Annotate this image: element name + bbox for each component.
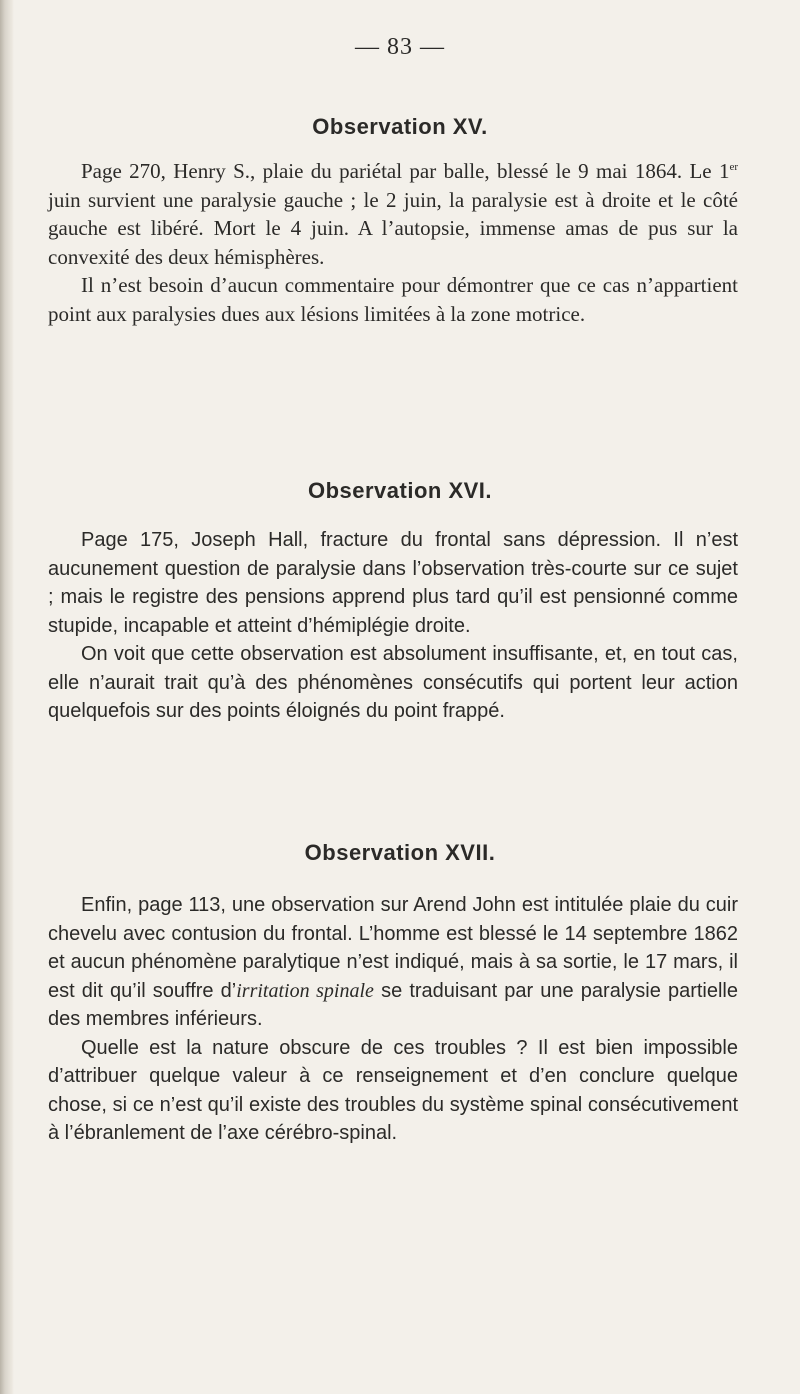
observation-xvi-paragraph-2: On voit que cette observation est absolument insuffisante, et, en tout cas, elle n’aurait trait qu’à des phénomènes consécutifs qui portent leur action quelquefois sur des points éloignés du point frappé. [48, 643, 738, 722]
paragraph-text: Page 270, Henry S., plaie du pariétal par balle, blessé le 9 mai 1864. Le 1 [81, 159, 730, 183]
italic-term: irritation spinale [236, 979, 374, 1002]
observation-xv-heading: Observation XV. [312, 114, 488, 139]
observation-xv-body [48, 157, 738, 328]
observation-xvii-paragraph-2: Quelle est la nature obscure de ces troubles ? Il est bien impossible d’attribuer quelque valeur à ce renseignement et d’en conclure quelque chose, si ce n’est qu’il existe des troubles du système spinal consécutivement à l’ébranlement de l’axe cérébro-spinal. [48, 1036, 738, 1144]
superscript-er: er [729, 161, 738, 173]
observation-xv-paragraph-2: Il n’est besoin d’aucun commentaire pour démontrer que ce cas n’appartient point aux paralysies dues aux lésions limitées à la zone motrice. [48, 273, 738, 326]
paragraph-text: Enfin, page 113, une observation sur Arend John est intitulée plaie du cuir chevelu avec contusion du frontal. L’homme est blessé le 14 septembre 1862 et aucun phénomène paralytique n’est indiqué, mais à sa sortie, le 17 mars, il est dit qu’il souffre d’ [48, 894, 738, 1002]
observation-xvi-paragraph-1: Page 175, Joseph Hall, fracture du frontal sans dépression. Il n’est aucunement question de paralysie dans l’observation très-courte sur ce sujet ; mais le registre des pensions apprend plus tard qu’il est pensionné comme stupide, incapable et atteint d’hémiplégie droite. [48, 529, 738, 637]
observation-xvii-body [48, 891, 738, 1148]
observation-xvi-body [48, 526, 738, 726]
observation-xv-paragraph-1 [48, 157, 738, 271]
paragraph-text: se traduisant par une paralysie partielle des membres inférieurs. [48, 979, 739, 1030]
page-number: — 83 — [355, 34, 445, 60]
observation-xvi-heading: Observation XVI. [307, 478, 493, 503]
observation-xvii-heading: Observation XVII. [304, 840, 496, 865]
paragraph-text: juin survient une paralysie gauche ; le 2 juin, la paralysie est à droite et le côté gauche est libéré. Mort le 4 juin. A l’autopsie, immense amas de pus sur la convexité des deux hémisphères. [48, 187, 738, 269]
observation-xvii-paragraph-1 [48, 891, 738, 1034]
